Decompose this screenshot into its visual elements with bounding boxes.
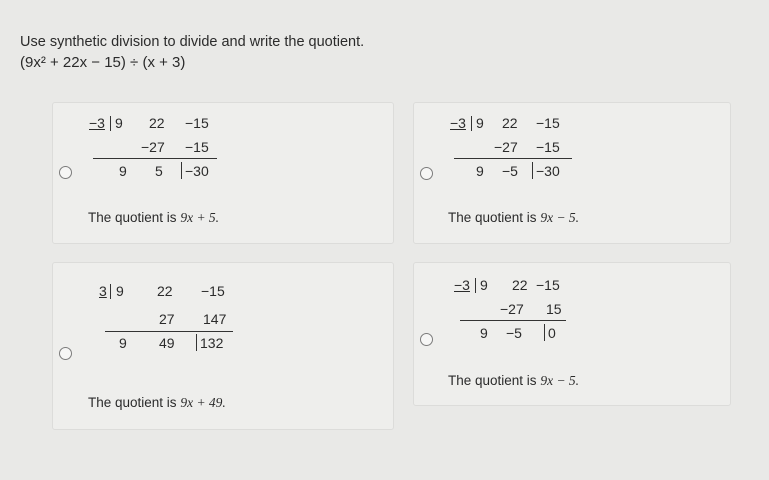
coef-3: −15 <box>536 115 560 131</box>
radio-option-b[interactable] <box>420 167 433 180</box>
remainder: 0 <box>548 325 556 341</box>
coef-1: 9 <box>480 277 488 293</box>
divisor: −3 <box>454 277 470 293</box>
remainder: 132 <box>200 335 224 351</box>
answer-option-d[interactable] <box>413 262 731 406</box>
coef-2: 22 <box>502 115 518 131</box>
coef-2: 22 <box>157 283 173 299</box>
remainder: −30 <box>536 163 560 179</box>
expression-text: (9x² + 22x − 15) ÷ (x + 3) <box>20 54 186 71</box>
coef-1: 9 <box>116 283 124 299</box>
coef-1: 9 <box>476 115 484 131</box>
quotient-text-d: The quotient is 9x − 5. <box>448 373 580 388</box>
product-1: 27 <box>159 311 175 327</box>
synthetic-division-a <box>89 115 269 190</box>
coef-3: −15 <box>201 283 225 299</box>
answer-option-a[interactable] <box>52 102 394 244</box>
result-1: 9 <box>476 163 484 179</box>
result-1: 9 <box>119 163 127 179</box>
quotient-value: 9x − 5. <box>540 210 580 225</box>
coef-2: 22 <box>149 115 165 131</box>
result-2: −5 <box>506 325 522 341</box>
result-2: 5 <box>155 163 163 179</box>
divisor: −3 <box>450 115 466 131</box>
product-1: −27 <box>500 301 524 317</box>
coef-1: 9 <box>115 115 123 131</box>
quotient-value: 9x + 49. <box>180 395 226 410</box>
product-2: −15 <box>536 139 560 155</box>
quotient-text-c: The quotient is 9x + 49. <box>88 395 226 410</box>
result-1: 9 <box>119 335 127 351</box>
synthetic-division-c <box>99 283 279 358</box>
synthetic-division-d <box>454 277 634 352</box>
product-2: 147 <box>203 311 227 327</box>
question-expression <box>20 54 185 71</box>
coef-3: −15 <box>536 277 560 293</box>
product-2: −15 <box>185 139 209 155</box>
quotient-value: 9x − 5. <box>540 373 580 388</box>
divisor: 3 <box>99 283 107 299</box>
result-1: 9 <box>480 325 488 341</box>
radio-option-a[interactable] <box>59 166 72 179</box>
quotient-text-b: The quotient is 9x − 5. <box>448 210 580 225</box>
product-2: 15 <box>546 301 562 317</box>
synthetic-division-b <box>450 115 630 190</box>
radio-option-d[interactable] <box>420 333 433 346</box>
answer-option-c[interactable] <box>52 262 394 430</box>
result-2: 49 <box>159 335 175 351</box>
result-2: −5 <box>502 163 518 179</box>
coef-3: −15 <box>185 115 209 131</box>
product-1: −27 <box>141 139 165 155</box>
remainder: −30 <box>185 163 209 179</box>
divisor: −3 <box>89 115 105 131</box>
product-1: −27 <box>494 139 518 155</box>
quotient-text-a: The quotient is 9x + 5. <box>88 210 220 225</box>
quotient-value: 9x + 5. <box>180 210 220 225</box>
radio-option-c[interactable] <box>59 347 72 360</box>
question-prompt: Use synthetic division to divide and write the quotient. <box>20 34 365 50</box>
coef-2: 22 <box>512 277 528 293</box>
answer-option-b[interactable] <box>413 102 731 244</box>
